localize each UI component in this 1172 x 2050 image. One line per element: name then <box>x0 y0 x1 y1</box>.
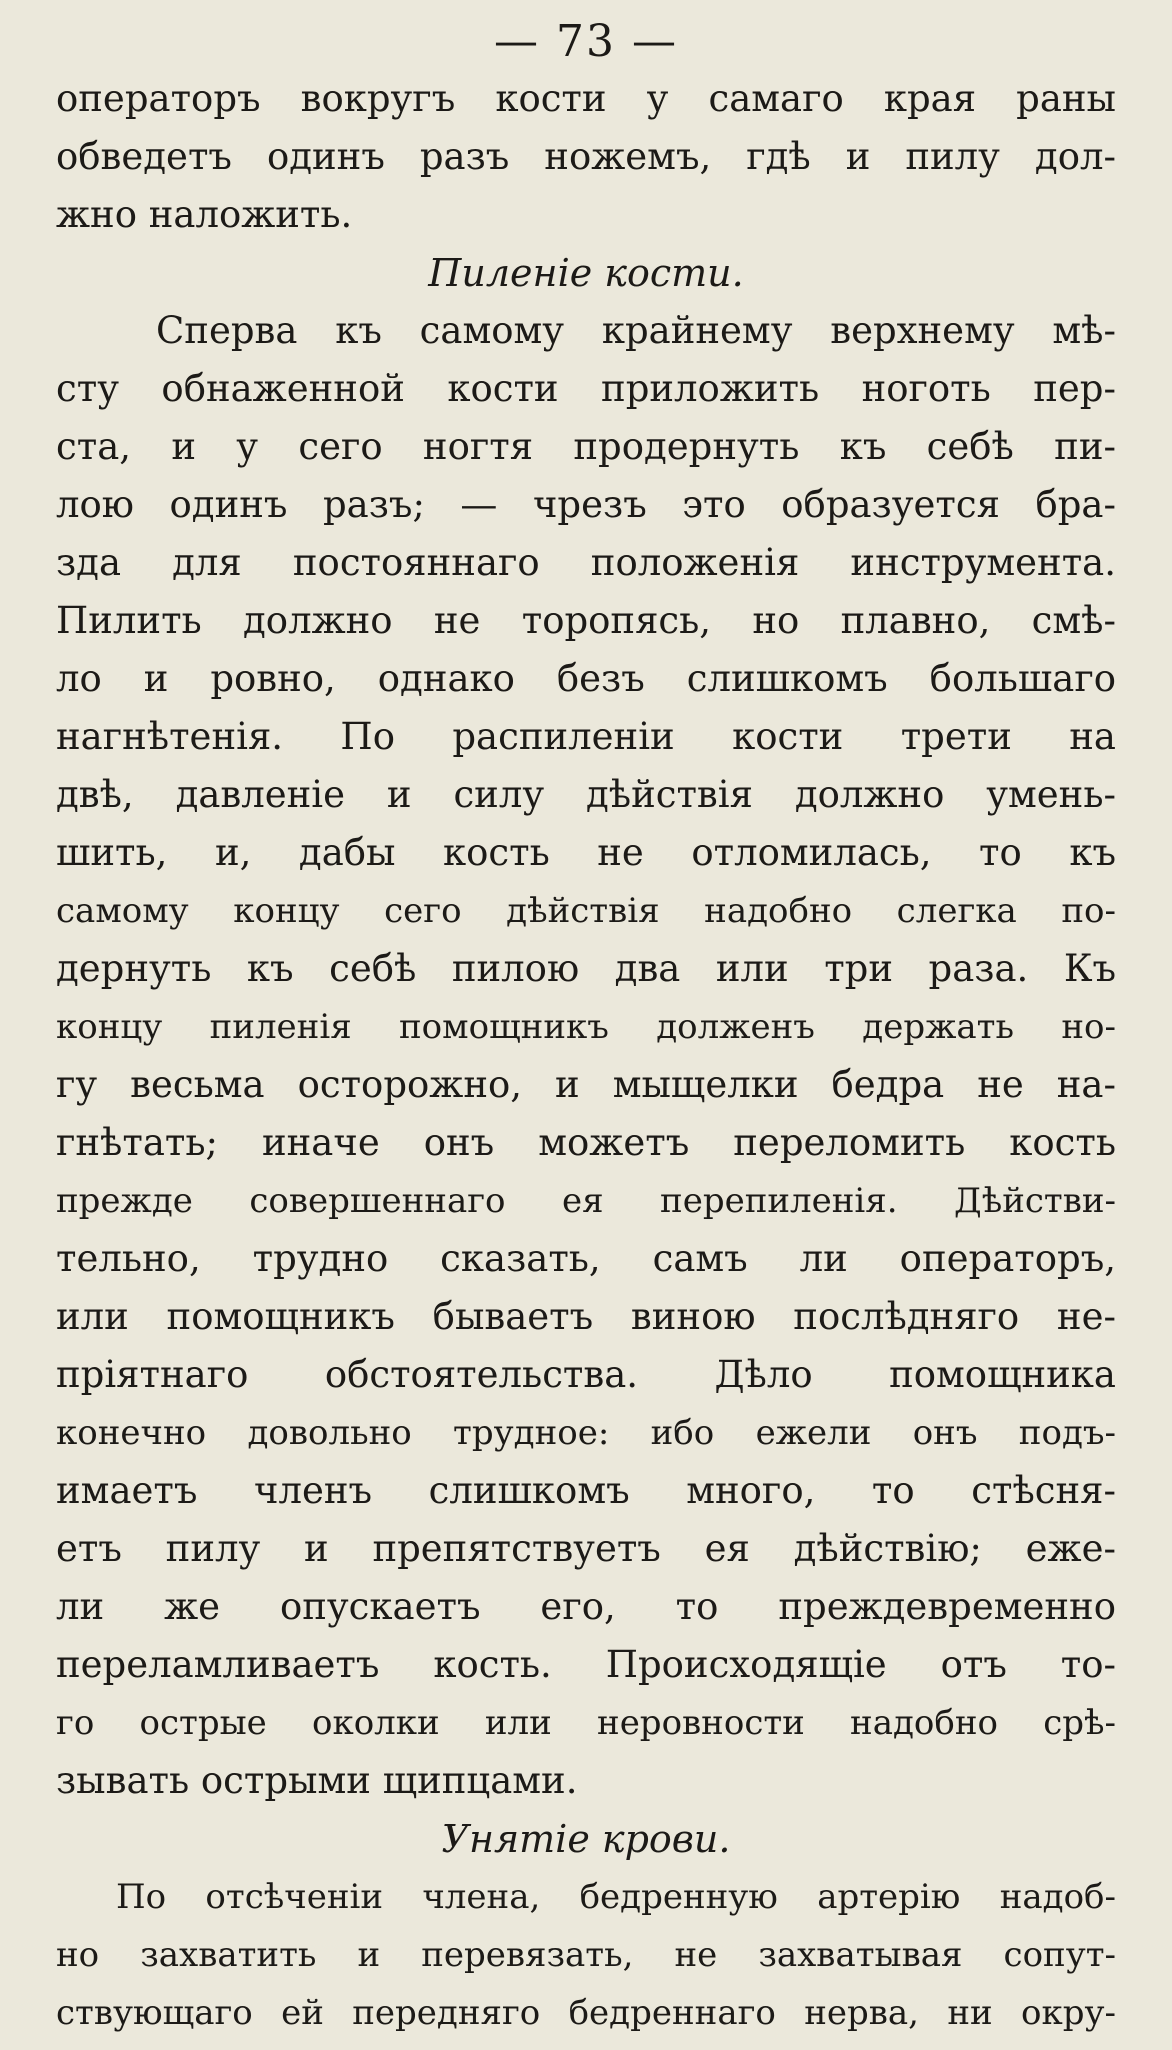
text-line: ствующаго ей передняго бедреннаго нерва, ни окру- <box>56 1993 1116 2033</box>
text-line: тельно, трудно сказать, самъ ли операторъ, <box>56 1237 1116 1280</box>
text-line: Сперва къ самому крайнему верхнему мѣ- <box>156 309 1116 352</box>
text-line: ло и ровно, однако безъ слишкомъ большаго <box>56 657 1116 700</box>
text-line: зывать острыми щипцами. <box>56 1759 578 1802</box>
text-line: Пилить должно не торопясь, но плавно, смѣ- <box>56 599 1116 642</box>
text-line: По отсѣченіи члена, бедренную артерію надоб- <box>116 1877 1116 1917</box>
text-line: двѣ, давленіе и силу дѣйствія должно умень- <box>56 773 1116 816</box>
text-line: жно наложить. <box>56 193 353 236</box>
text-line: лою одинъ разъ; — чрезъ это образуется бра- <box>56 483 1116 526</box>
text-line: зда для постояннаго положенія инструмента. <box>56 541 1116 584</box>
text-line: самому концу сего дѣйствія надобно слегка по- <box>56 891 1116 931</box>
text-line: обведетъ одинъ разъ ножемъ, гдѣ и пилу дол- <box>56 135 1116 178</box>
text-line: сту обнаженной кости приложить ноготь пер- <box>56 367 1116 410</box>
section-heading: Унятіе крови. <box>441 1817 731 1861</box>
text-line: нагнѣтенія. По распиленіи кости трети на <box>56 715 1116 758</box>
text-line: гу весьма осторожно, и мыщелки бедра не на- <box>56 1063 1116 1106</box>
page-number: — 73 — <box>494 16 678 67</box>
section-sawing <box>56 244 1116 1810</box>
paragraph-1 <box>56 70 1116 244</box>
text-line: конечно довольно трудное: ибо ежели онъ подъ- <box>56 1413 1116 1453</box>
text-line: го острые околки или неровности надобно срѣ- <box>56 1703 1116 1743</box>
text-line: гнѣтать; иначе онъ можетъ переломить кость <box>56 1121 1116 1164</box>
text-line: концу пиленія помощникъ долженъ держать но- <box>56 1007 1116 1047</box>
text-line: пріятнаго обстоятельства. Дѣло помощника <box>56 1353 1116 1396</box>
section-bleeding <box>56 1810 1116 2042</box>
text-line: операторъ вокругъ кости у самаго края раны <box>56 77 1116 120</box>
text-line: шить, и, дабы кость не отломилась, то къ <box>56 831 1116 874</box>
section-heading: Пиленіе кости. <box>428 251 744 295</box>
text-line: прежде совершеннаго ея перепиленія. Дѣйстви- <box>56 1181 1116 1221</box>
text-line: ста, и у сего ногтя продернуть къ себѣ пи- <box>56 425 1116 468</box>
text-line: переламливаетъ кость. Происходящіе отъ то- <box>56 1643 1116 1686</box>
text-line: етъ пилу и препятствуетъ ея дѣйствію; еже- <box>56 1527 1116 1570</box>
text-line: ли же опускаетъ его, то преждевременно <box>56 1585 1116 1628</box>
text-line: или помощникъ бываетъ виною послѣдняго не- <box>56 1295 1116 1338</box>
text-line: дернуть къ себѣ пилою два или три раза. Къ <box>56 947 1116 990</box>
text-line: имаетъ членъ слишкомъ много, то стѣсня- <box>56 1469 1116 1512</box>
text-line: но захватить и перевязать, не захватывая сопут- <box>56 1935 1116 1975</box>
